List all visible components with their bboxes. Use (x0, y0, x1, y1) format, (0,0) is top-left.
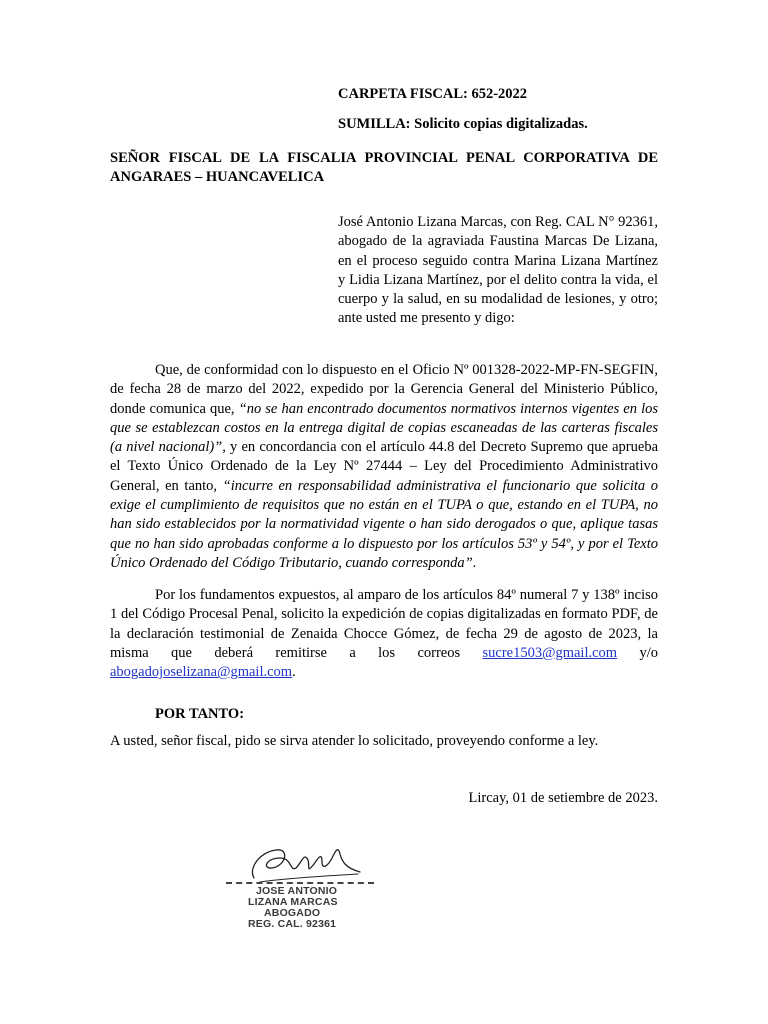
paragraph2-connector: y/o (617, 644, 658, 661)
sumilla-value: Solicito copias digitalizadas. (414, 116, 588, 132)
stamp-name-line2: LIZANA MARCAS (248, 896, 338, 908)
paragraph1-text-b: y en concordancia con el artículo 44.8 del Decreto Supremo que aprueba el Texto Único Ordenado de la Ley Nº 27444 – Ley del Procedimiento Administrativo General, en tanto, (110, 439, 658, 494)
carpeta-fiscal-line (338, 86, 527, 103)
place-and-date: Lircay, 01 de setiembre de 2023. (468, 790, 658, 806)
closing-request: A usted, señor fiscal, pido se sirva atender lo solicitado, proveyendo conforme a ley. (110, 733, 599, 749)
carpeta-fiscal-value: 652-2022 (471, 86, 528, 102)
paragraph1-quote-a: “no se han encontrado documentos normativos internos vigentes en los que se establezcan costos en la entrega digital de copias escaneadas de las carteras fiscales (a nivel nacional)”, (110, 400, 658, 456)
email-link-sucre[interactable]: sucre1503@gmail.com (482, 644, 618, 661)
stamp-dashed-rule (226, 882, 374, 884)
stamp-title: ABOGADO (264, 907, 321, 919)
handwritten-signature (246, 838, 366, 888)
stamp-registration: REG. CAL. 92361 (248, 918, 337, 930)
addressee-heading: SEÑOR FISCAL DE LA FISCALIA PROVINCIAL PENAL CORPORATIVA DE ANGARAES – HUANCAVELICA (110, 150, 658, 185)
paragraph1-quote-b: “incurre en responsabilidad administrativa el funcionario que solicita o exige el cumplimiento de requisitos que no están en el TUPA o que, estando en el TUPA, no han sido establecidos por la normatividad vigente o han sido derogados o que, aplique tasas que no han sido aprobadas conforme a lo dispuesto por los artículos 53º y 54º, y por el Texto Único Ordenado del Código Tributario, cuando corresponda” (110, 477, 658, 571)
sumilla-label: SUMILLA: (338, 116, 411, 132)
paragraph-legal-basis (110, 361, 658, 573)
intro-paragraph: José Antonio Lizana Marcas, con Reg. CAL N° 92361, abogado de la agraviada Faustina Marcas De Lizana, en el proceso seguido contra Marina Lizana Martínez y Lidia Lizana Martínez, por el delito contra la vida, el cuerpo y la salud, en su modalidad de lesiones, y otro; ante usted me presento y digo: (338, 214, 658, 327)
paragraph1-end: . (472, 554, 477, 571)
paragraph2-end: . (292, 664, 296, 681)
por-tanto-heading: POR TANTO: (155, 706, 245, 722)
stamp-name-line1: JOSE ANTONIO (256, 885, 338, 897)
lawyer-stamp (226, 882, 376, 930)
paragraph1-text-a: Que, de conformidad con lo dispuesto en el Oficio Nº 001328-2022-MP-FN-SEGFIN, de fecha 28 de marzo del 2022, expedido por la Gerencia General del Ministerio Público, donde comunica que, (110, 362, 658, 417)
paragraph-request (110, 586, 658, 682)
sumilla-line (338, 116, 588, 133)
email-link-abogado[interactable]: abogadojoselizana@gmail.com (110, 664, 293, 681)
paragraph2-text: Por los fundamentos expuestos, al amparo de los artículos 84º numeral 7 y 138º inciso 1 del Código Procesal Penal, solicito la expedición de copias digitalizadas en formato PDF, de la declaración testimonial de Zenaida Chocce Gómez, de fecha 29 de agosto de 2023, la misma que deberá remitirse a los correos (110, 587, 658, 661)
carpeta-fiscal-label: CARPETA FISCAL: (338, 86, 468, 102)
